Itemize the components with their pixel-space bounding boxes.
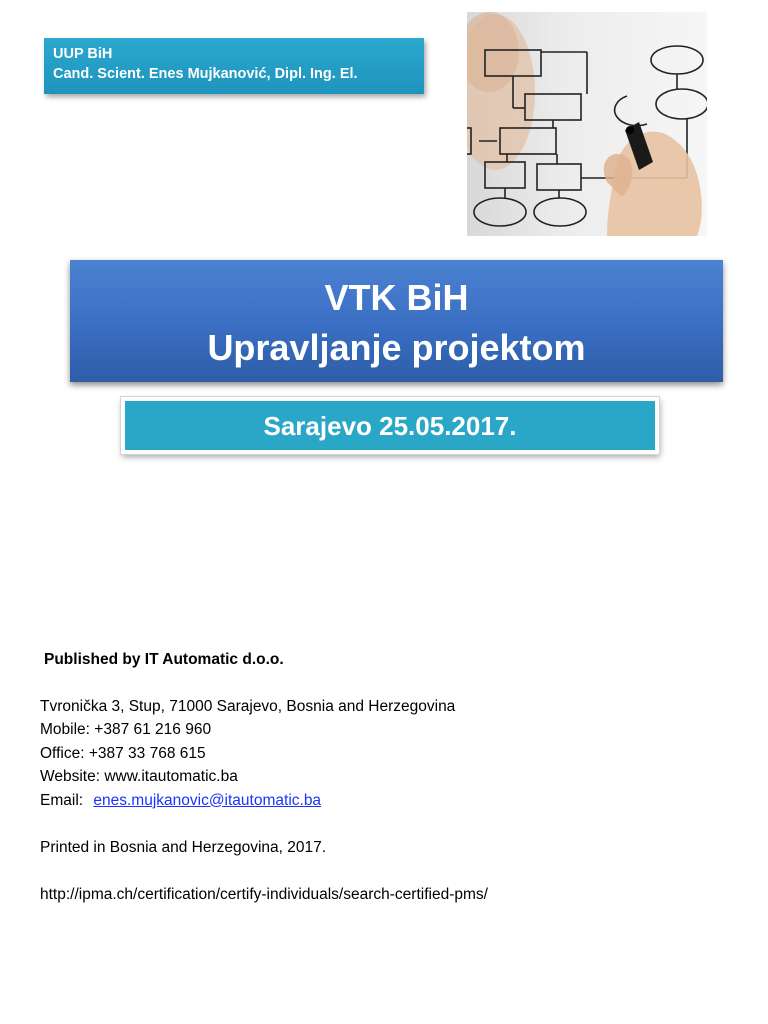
publisher-info — [40, 648, 730, 906]
organization-label: UUP BiH — [53, 46, 113, 62]
spacer — [40, 812, 730, 836]
publisher-website: Website: www.itautomatic.ba — [40, 768, 238, 785]
author-box — [44, 38, 424, 94]
publisher-email-row — [40, 789, 730, 813]
title-line-2: Upravljanje projektom — [207, 327, 586, 368]
date-banner: Sarajevo 25.05.2017. — [121, 397, 659, 454]
email-link[interactable]: enes.mujkanovic@itautomatic.ba — [93, 791, 322, 809]
flowchart-photo — [467, 12, 707, 236]
publisher-mobile: Mobile: +387 61 216 960 — [40, 721, 212, 738]
ipma-url: http://ipma.ch/certification/certify-individuals/search-certified-pms/ — [40, 885, 488, 903]
title-line-1: VTK BiH — [324, 277, 469, 318]
flowchart-drawing-icon — [467, 12, 707, 236]
publisher-address: Tvronička 3, Stup, 71000 Sarajevo, Bosnia and Herzegovina — [40, 697, 456, 715]
publisher-title: Published by IT Automatic d.o.o. — [44, 651, 284, 668]
email-label: Email: — [40, 791, 88, 809]
printed-note: Printed in Bosnia and Herzegovina, 2017. — [40, 838, 327, 856]
spacer — [40, 859, 730, 883]
author-name: Cand. Scient. Enes Mujkanović, Dipl. Ing. El. — [53, 66, 358, 82]
title-banner — [70, 260, 723, 382]
publisher-office: Office: +387 33 768 615 — [40, 744, 206, 762]
